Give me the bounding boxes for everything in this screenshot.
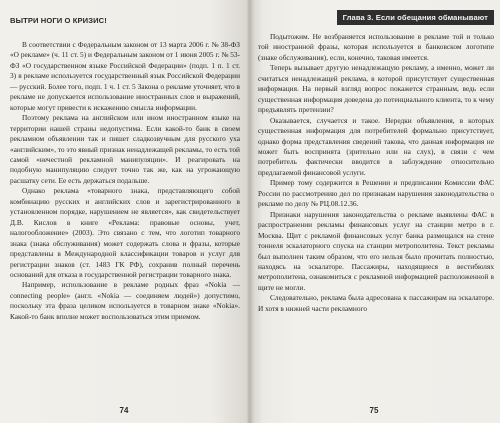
- paragraph: Следовательно, реклама была адресована к пассажирам на эскалаторе. И хотя в нижней части рекламного: [258, 293, 494, 313]
- paragraph: Пример тому содержится в Решении и предписании Комиссии ФАС России по рассмотрению дел по признакам нарушения законодательства о рекламе по делу № РЦ.08.12.36.: [258, 178, 494, 209]
- right-page: [248, 0, 500, 423]
- left-page-body: [10, 40, 240, 322]
- paragraph: Признаки нарушения законодательства о рекламе выявлены ФАС в распространении рекламы финансовых услуг на станции метро в г. Москва. Щит с рекламой финансовых услуг банка размещался на стене тоннеля эскалаторного спуска на станции метрополитена. Текст рекламы был выполнен таким образом, что его нельзя было прочитать полностью, находясь на эскалаторе. Пассажиры, находящиеся в вестибюлях метрополитена, ознакомиться с рекламной информацией расположенной в щите не могли.: [258, 209, 494, 292]
- paragraph: Поэтому реклама на английском или ином иностранном языке на территории нашей страны недопустима. Если какой-то банк в своем рекламном объявлении так и пишет сладкозвучным для русского уха «английским», то это явный признак ненадлежащей рекламы, то есть той самой «нечестной рекламной манипуляции». И реагировать на подобную манипуляцию следует точно так же, как на угрожающую расшатку сети. Ее есть держаться подальше.: [10, 113, 240, 185]
- paragraph: Оказывается, случается и такое. Нередки объявления, в которых существенная информация для потребителей формально присутствует, однако форма представления сведений такова, что данная информация не может быть воспринята (зрительно или на слух), в связи с чем потребитель фактически вводится в заблуждение относительно предлагаемой финансовой услуги.: [258, 115, 494, 177]
- paragraph: Подытожим. Не возбраняется использование в рекламе той и только той иностранной фразы, которая используется в банковском логотипе (знаке обслуживания), если, конечно, таковая имеется.: [258, 32, 494, 62]
- right-page-body: [258, 32, 494, 314]
- running-head-left: ВЫТРИ НОГИ О КРИЗИС!: [10, 16, 107, 25]
- paragraph: Например, использование в рекламе родных фраз «Nokia — connecting people» (англ. «Nokia — соединяем людей») допустимо, поскольку эта фраза целиком используется в товарном знаке «Nokia». Какой-то банк вполне может воспользоваться этим приемом.: [10, 280, 240, 321]
- page-number-left: 74: [119, 406, 129, 415]
- paragraph: В соответствии с Федеральным законом от 13 марта 2006 г. № 38-ФЗ «О рекламе» (ч. 11 ст. 5) и Федеральным законом от 1 июня 2005 г. № 53-ФЗ «О государственном языке Российской Федерации» (подп. 1 п. 1 ст. 3) в рекламе используется государственный язык Российской Федерации — русский. Более того, подп. 1 ч. 1 ст. 5 Закона о рекламе уточняет, что в рекламе не допускается использование иностранных слов и выражений, которые могут привести к искажению смысла информации.: [10, 40, 240, 112]
- page-number-right: 75: [369, 406, 379, 415]
- left-page: [0, 0, 248, 423]
- paragraph: Однако реклама «товарного знака, представляющего собой комбинацию русских и английских слов и зарегистрированного в установленном порядке, нарушением не является», как свидетельствует Д.В. Кислов в книге «Реклама: правовые основы, учет, налогообложение» (2003). Это связано с тем, что логотип товарного знака (знака обслуживания) может содержать слова и фразы, которые представлены в Международной классификации товаров и услуг для регистрации знаков (ст. 1483 ГК РФ), сохранив полный перечень оснований для отказа в государственной регистрации товарного знака.: [10, 186, 240, 279]
- running-head-right: [258, 11, 494, 24]
- chapter-title-box: Глава 3. Если обещания обманывают: [337, 10, 494, 25]
- paragraph: Теперь вызывает другую ненадлежащую рекламу, а именно, может ли считаться ненадлежащей реклама, в которой присутствует существенная информация. На первый взгляд вопрос покажется странным, ведь если существенная информация доведена до потенциального клиента, то к чему предъявлять претензии?: [258, 63, 494, 115]
